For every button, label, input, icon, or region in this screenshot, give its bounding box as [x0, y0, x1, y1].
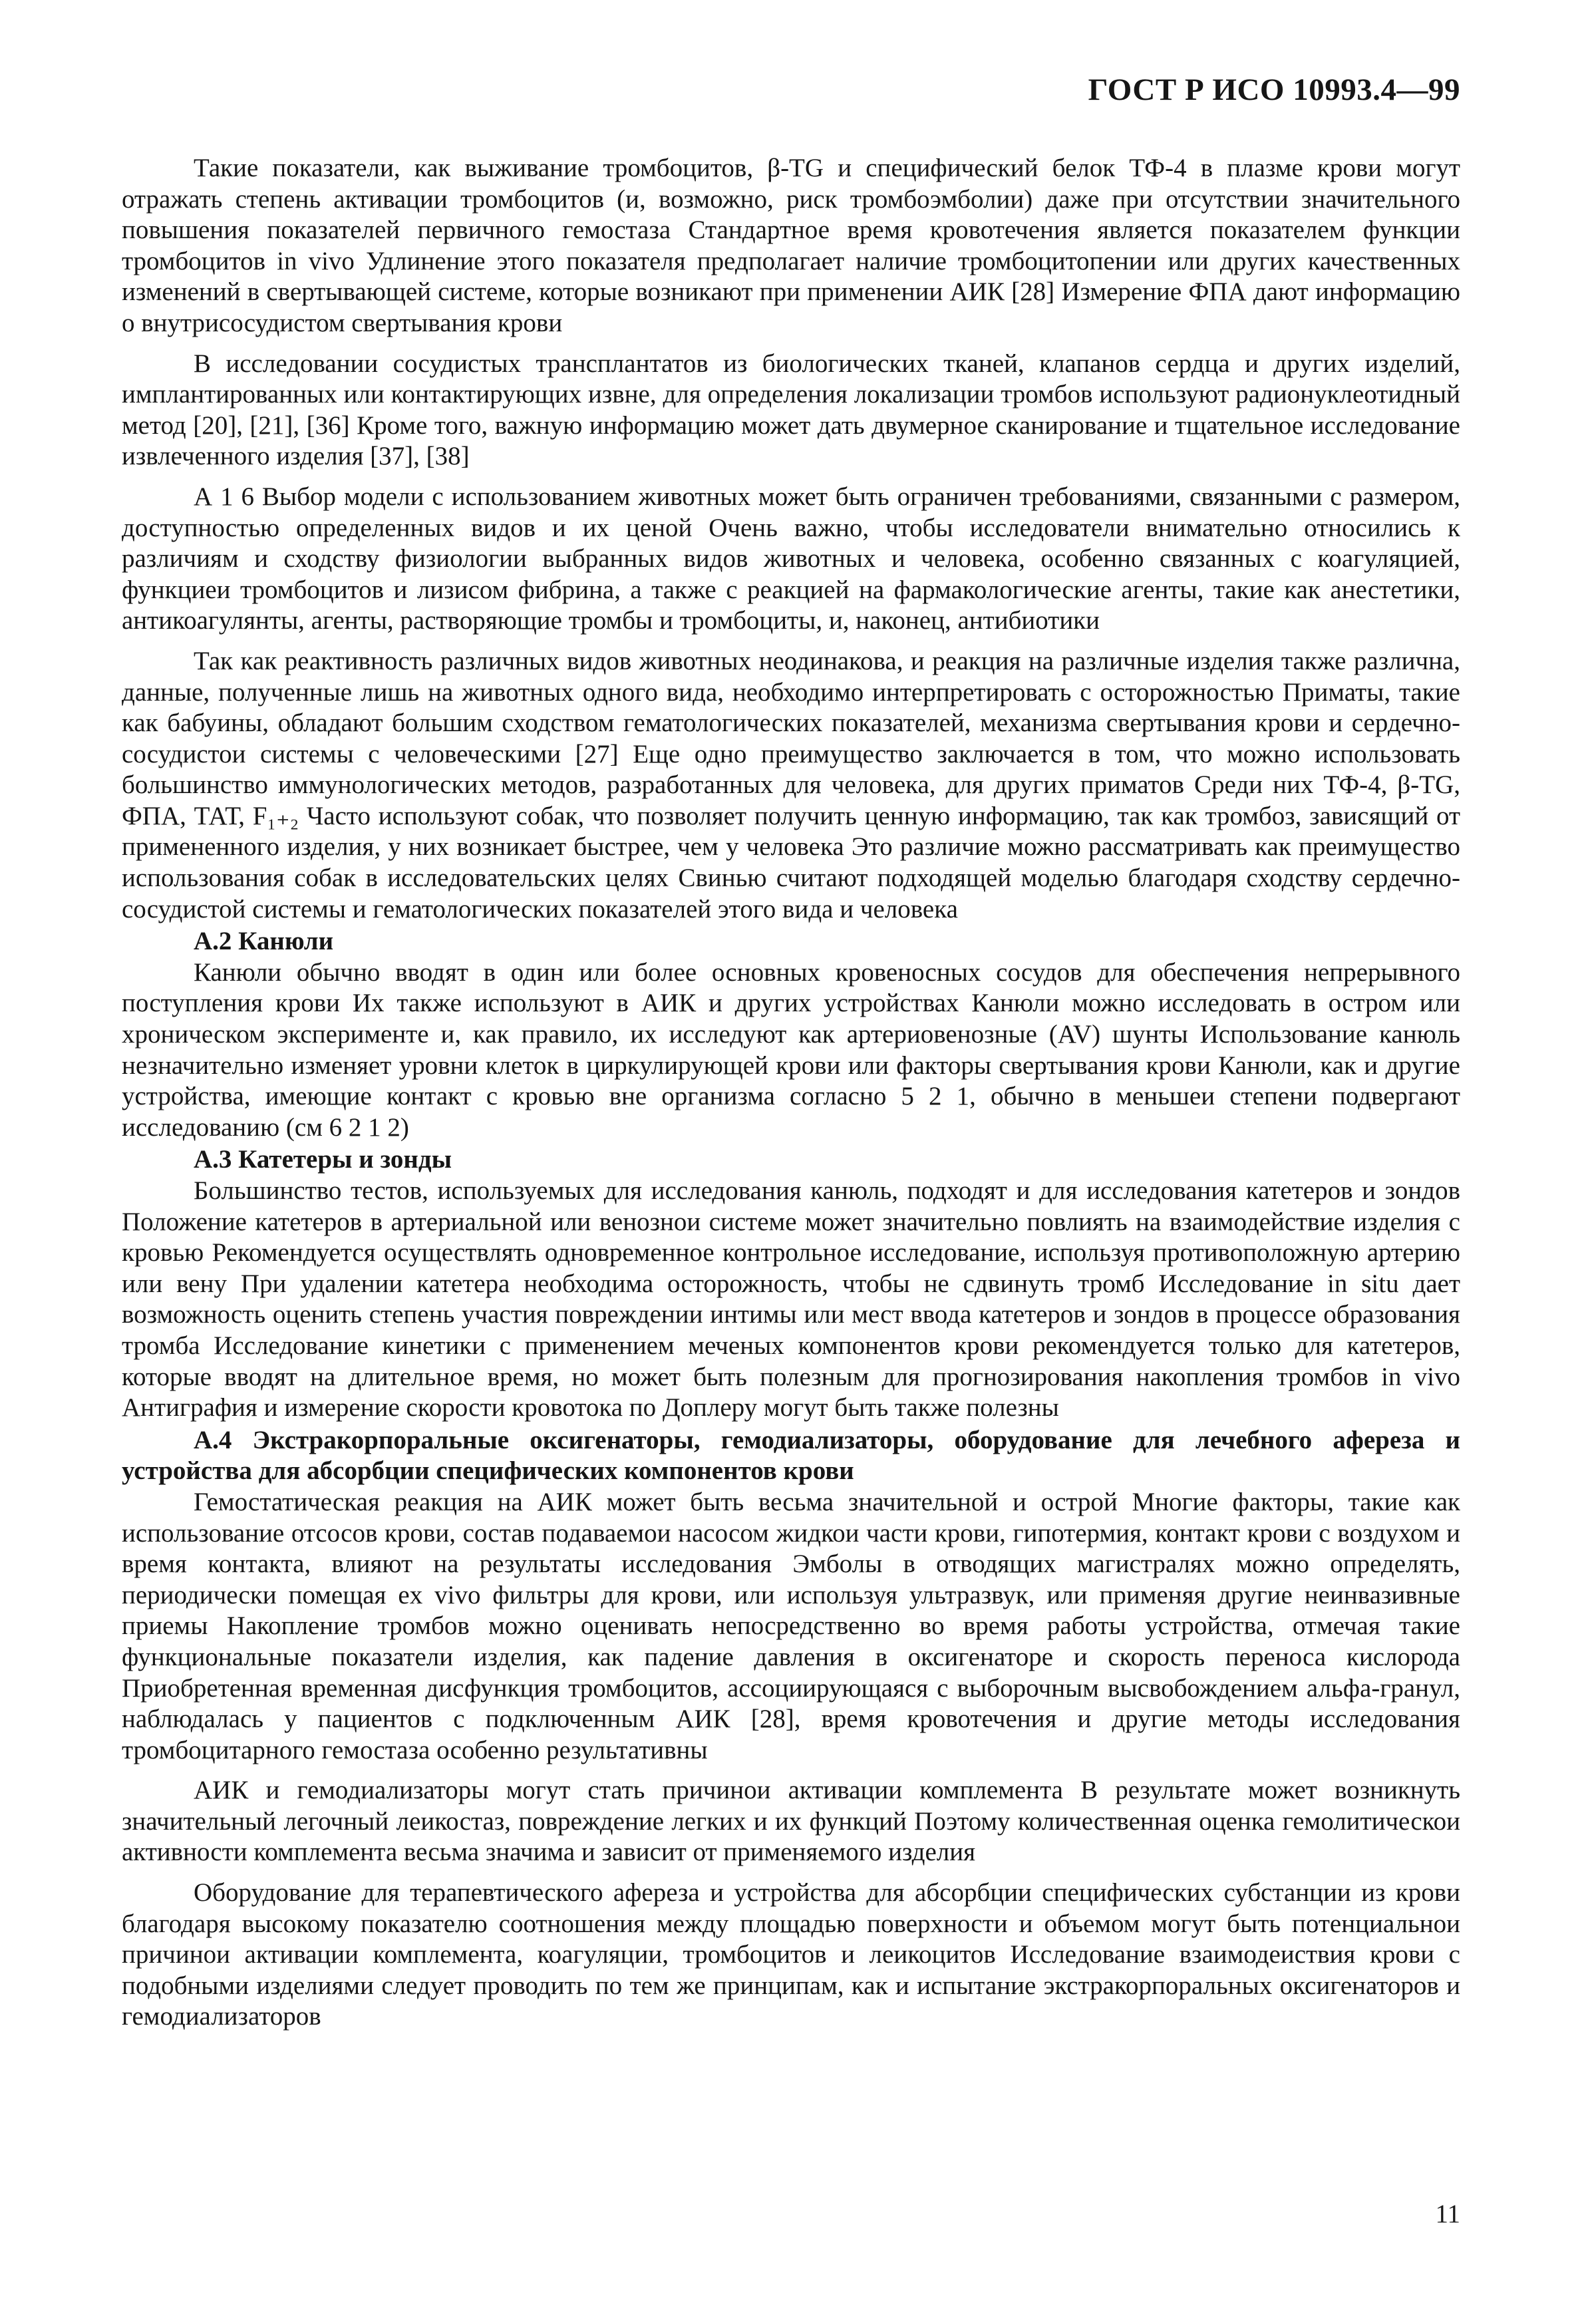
document-code-header: ГОСТ Р ИСО 10993.4—99 [1088, 73, 1460, 107]
paragraph-hemostatic-reaction: Гемостатическая реакция на АИК может быть весьма значительной и острой Многие факторы, такие как использование отсосов крови, состав подаваемои насосом жидкои части крови, гипотермия, контакт крови с воздухом и время контакта, влияют на результаты исследования Эмболы в отводящих магистралях можно определять, периодически помещая ex vivo фильтры для крови, или используя ультразвук, или применяя другие неинвазивные приемы Накопление тромбов можно оценивать непосредственно во время работы устройства, отмечая такие функциональные показатели изделия, как падение давления в оксигенаторе и скорость переноса кислорода Приобретенная временная дисфункция тромбоцитов, ассоциирующаяся с выборочным высвобождением альфа-гранул, наблюдалась у пациентов с подключенным АИК [28], время кровотечения и другие методы исследования тромбоцитарного гемостаза особенно результативны [122, 1487, 1460, 1764]
page-number: 11 [1435, 2200, 1460, 2228]
paragraph-species-reactivity: Так как реактивность различных видов животных неодинакова, и реакция на различные изделия также различна, данные, полученные лишь на животных одного вида, необходимо интерпретировать с осторожностью Приматы, такие как бабуины, обладают большим сходством гематологических показателей, механизма свертывания крови и сердечно-сосудистои системы с человеческими [27] Еще одно преимущество заключается в том, что можно использовать большинство иммунологических методов, разработанных для человека, для других приматов Среди них ТФ-4, β-TG, ФПА, ТАТ, F₁₊₂ Часто используют собак, что позволяет получить ценную информацию, так как тромбоз, зависящий от примененного изделия, у них возникает быстрее, чем у человека Это различие можно рассматривать как преимущество использования собак в исследовательских целях Свинью считают подходящей моделью благодаря сходству сердечно-сосудистой системы и гематологических показателей этого вида и человека [122, 646, 1460, 923]
section-heading-cannulas: А.2 Канюли [194, 927, 334, 956]
paragraph-animal-model-choice: А 1 6 Выбор модели с использованием животных может быть ограничен требованиями, связанными с размером, доступностью определенных видов и их ценой Очень важно, чтобы исследователи внимательно относились к различиям и сходству физиологии выбранных видов животных и человека, особенно связанных с коагуляцией, функциеи тромбоцитов и лизисом фибрина, а также с реакцией на фармакологические агенты, такие как анестетики, антикоагулянты, агенты, растворяющие тромбы и тромбоциты, и, наконец, антибиотики [122, 482, 1460, 635]
section-heading-catheters: А.3 Катетеры и зонды [194, 1145, 452, 1174]
paragraph-platelet-markers: Такие показатели, как выживание тромбоцитов, β-TG и специфический белок ТФ-4 в плазме крови могут отражать степень активации тромбоцитов (и, возможно, риск тромбоэмболии) даже при отсутствии значительного повышения показателей первичного гемостаза Стандартное время кровотечения является показателем функции тромбоцитов in vivo Удлинение этого показателя предполагает наличие тромбоцитопении или других качественных изменений в свертывающей системе, которые возникают при применении АИК [28] Измерение ФПА дают информацию о внутрисосудистом свертывания крови [122, 154, 1460, 337]
paragraph-apheresis-equipment: Оборудование для терапевтического афереза и устройства для абсорбции специфических субстанции из крови благодаря высокому показателю соотношения между площадью поверхности и объемом могут быть потенциальнои причинои активации комплемента, коагуляции, тромбоцитов и леикоцитов Исследование взаимодеиствия крови с подобными изделиями следует проводить по тем же принципам, как и испытание экстракорпоральных оксигенаторов и гемодиализаторов [122, 1878, 1460, 2031]
section-heading-extracorporeal: А.4 Экстракорпоральные оксигенаторы, гемодиализаторы, оборудование для лечебного афереза и устройства для абсорбции специфических компонентов крови [122, 1425, 1460, 1486]
paragraph-cannulas: Канюли обычно вводят в один или более основных кровеносных сосудов для обеспечения непрерывного поступления крови Их также используют в АИК и других устройствах Канюли можно исследовать в остром или хроническом эксперименте и, как правило, их исследуют как артериовенозные (AV) шунты Использование канюль незначительно изменяет уровни клеток в циркулирующей крови или факторы свертывания крови Канюли, как и другие устройства, имеющие контакт с кровью вне организма согласно 5 2 1, обычно в меньшеи степени подвергают исследованию (см 6 2 1 2) [122, 957, 1460, 1142]
paragraph-vascular-grafts: В исследовании сосудистых трансплантатов из биологических тканей, клапанов сердца и других изделий, имплантированных или контактирующих извне, для определения локализации тромбов используют радионуклеотидный метод [20], [21], [36] Кроме того, важную информацию может дать двумерное сканирование и тщательное исследование извлеченного изделия [37], [38] [122, 349, 1460, 471]
paragraph-complement-activation: АИК и гемодиализаторы могут стать причинои активации комплемента В результате может возникнуть значительный легочный леикостаз, повреждение легких и их функций Поэтому количественная оценка гемолитическои активности комплемента весьма значима и зависит от применяемого изделия [122, 1776, 1460, 1867]
document-body [122, 153, 1460, 2033]
paragraph-catheters: Большинство тестов, используемых для исследования канюль, подходят и для исследования катетеров и зондов Положение катетеров в артериальной или венознои системе может значительно повлиять на взаимодействие изделия с кровью Рекомендуется осуществлять одновременное контрольное исследование, используя противоположную артерию или вену При удалении катетера необходима осторожность, чтобы не сдвинуть тромб Исследование in situ дает возможность оценить степень участия повреждении интимы или мест ввода катетеров и зондов в процессе образования тромба Исследование кинетики с применением меченых компонентов крови рекомендуется только для катетеров, которые вводят на длительное время, но может быть полезным для прогнозирования накопления тромбов in vivo Антиграфия и измерение скорости кровотока по Доплеру могут быть также полезны [122, 1176, 1460, 1422]
